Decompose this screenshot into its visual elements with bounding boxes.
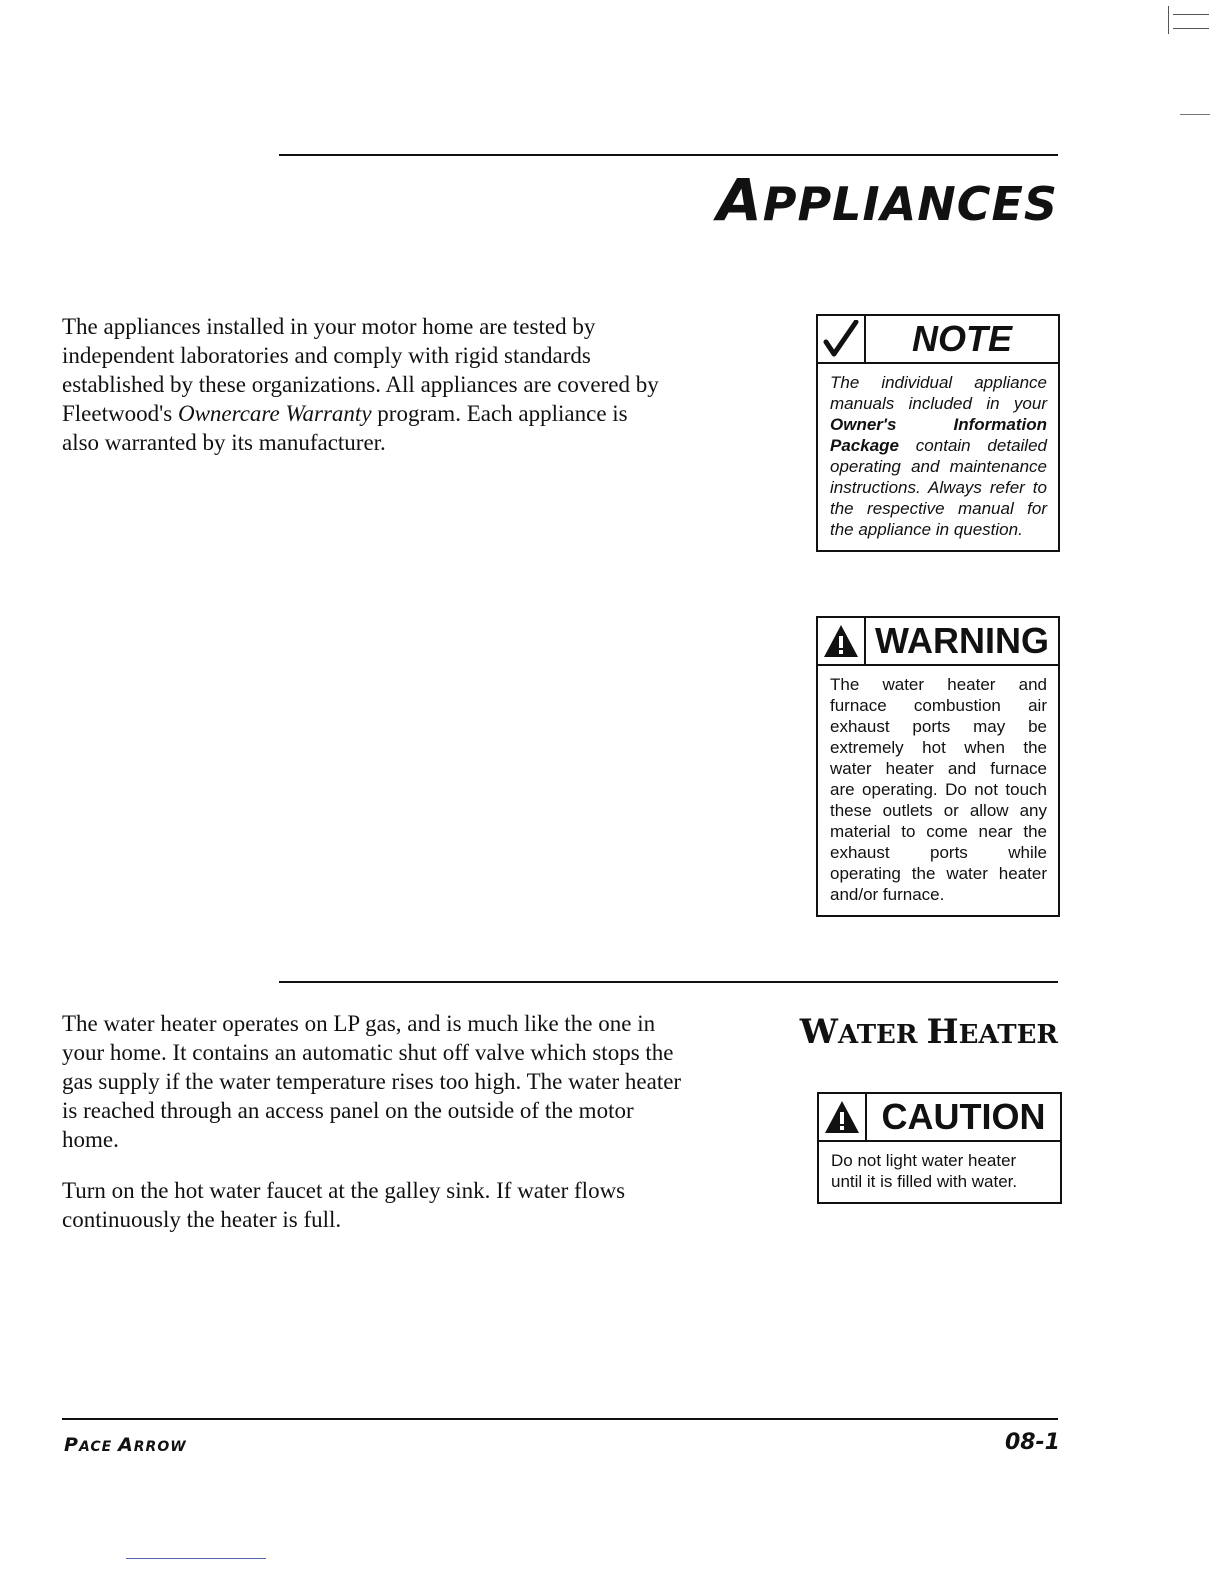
- intro-paragraph: The appliances installed in your motor home are tested by independent laboratories and comply with rigid standards established by these organizations. All appliances are covered by Fleetwood's Ownercare Warranty program. Each appliance is also warranted by its manufacturer.: [62, 314, 659, 455]
- top-rule: [279, 154, 1058, 156]
- warning-text: The water heater and furnace combustion air exhaust ports may be extremely hot when the water heater and furnace are operating. Do not touch these outlets or allow any material to come near the exhaust ports while operating the water heater and/or furnace.: [830, 675, 1047, 904]
- corner-mark: [1168, 6, 1213, 34]
- footer-rule: [62, 1418, 1058, 1420]
- page-title: APPLIANCES: [716, 166, 1058, 234]
- caution-triangle-icon: [823, 1098, 861, 1136]
- bottom-mark: [126, 1558, 266, 1559]
- section-rule: [279, 981, 1058, 983]
- edge-mark: [1180, 114, 1210, 115]
- water-heater-paragraph-2: Turn on the hot water faucet at the galley sink. If water flows continuously the heater is full.: [62, 1178, 626, 1232]
- warning-label: WARNING: [864, 618, 1058, 664]
- note-label: NOTE: [864, 316, 1058, 362]
- water-heater-paragraph-1: The water heater operates on LP gas, and is much like the one in your home. It contains an automatic shut off valve which stops the gas supply if the water temperature rises too high. The water heater is reached through an access panel on the outside of the motor home.: [62, 1011, 682, 1152]
- checkmark-icon: [822, 320, 860, 358]
- water-heater-text: [62, 1009, 692, 1256]
- note-box: [816, 314, 1060, 552]
- footer-title: PACE ARROW: [64, 1434, 187, 1456]
- caution-text: Do not light water heater until it is filled with water.: [831, 1151, 1018, 1191]
- warning-triangle-icon: [822, 622, 860, 660]
- water-heater-heading: WATER HEATER: [799, 1012, 1058, 1052]
- caution-label: CAUTION: [865, 1094, 1060, 1140]
- page-number: 08-1: [1004, 1430, 1060, 1455]
- note-text: The individual appliance manuals included in your Owner's Information Package contain detailed operating and maintenance instructions. Always refer to the respective manual for the appliance in question.: [830, 373, 1047, 539]
- warning-box: [816, 616, 1060, 917]
- caution-box: [817, 1092, 1062, 1204]
